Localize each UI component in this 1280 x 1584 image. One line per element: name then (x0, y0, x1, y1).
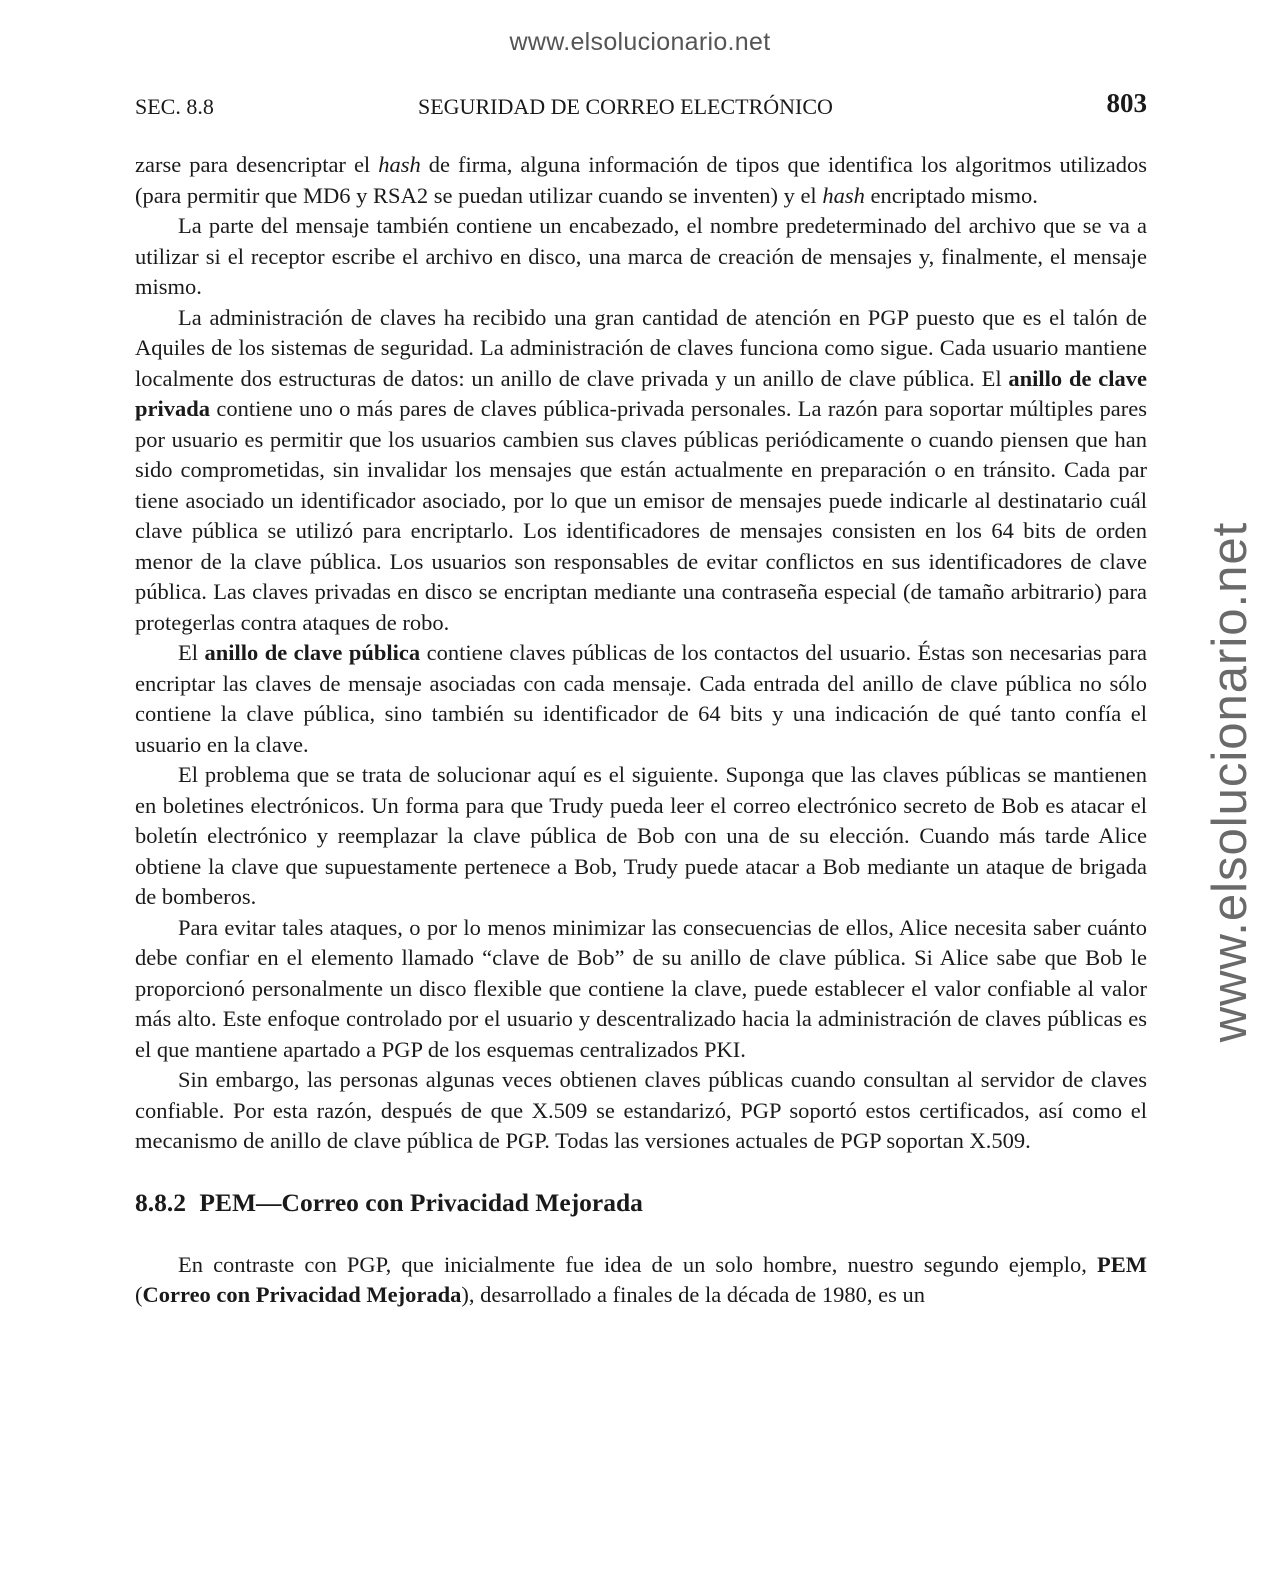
watermark-top: www.elsolucionario.net (509, 28, 771, 56)
section-number: 8.8.2 (135, 1187, 186, 1217)
paragraph-8 (135, 1250, 1147, 1311)
watermark-side: www.elsolucionario.net (1203, 521, 1257, 1043)
paragraph-6: Para evitar tales ataques, o por lo menos minimizar las consecuencias de ellos, Alice necesita saber cuánto debe confiar en el elemento llamado “clave de Bob” de su anillo de clave pública. Si Alice sabe que Bob le proporcionó personalmente un disco flexible que contiene la clave, puede establecer el valor confiable al valor más alto. Este enfoque controlado por el usuario y descentralizado hacia la administración de claves públicas es el que mantiene apartado a PGP de los esquemas centralizados PKI. (135, 914, 1147, 1062)
section-heading (135, 1186, 1147, 1220)
term-pem: PEM (1097, 1251, 1147, 1277)
paragraph-4-text-a: El (178, 640, 205, 665)
paragraph-1-text-a: zarse para desencriptar el (135, 152, 379, 177)
paragraph-2: La parte del mensaje también contiene un encabezado, el nombre predeterminado del archivo que se va a utilizar si el receptor escribe el archivo en disco, una marca de creación de mensajes y, finalmente, el mensaje mismo. (135, 213, 1147, 299)
term-private-keyring: anillo de clave privada (135, 365, 1147, 421)
page-number: 803 (1106, 88, 1147, 118)
term-pem-expansion: Correo con Privacidad Mejorada (142, 1282, 462, 1307)
paragraph-4-text-b: contiene claves públicas de los contactos del usuario. Éstas son necesarias para encriptar las claves de mensaje asociadas con cada mensaje. Cada entrada del anillo de clave pública no sólo contiene la clave pública, sino también su identificador de 64 bits y una indicación de qué tanto confía el usuario en la clave. (135, 640, 1147, 757)
paragraph-1-hash-term-a: hash (378, 152, 421, 177)
chapter-running-title: SEGURIDAD DE CORREO ELECTRÓNICO (418, 94, 833, 119)
section-label: SEC. 8.8 (135, 94, 214, 119)
paragraph-3-text-a: La administración de claves ha recibido una gran cantidad de atención en PGP puesto que es el talón de Aquiles de los sistemas de seguridad. La administración de claves funciona como sigue. Cada usuario mantiene localmente dos estructuras de datos: un anillo de clave privada y un anillo de clave pública. El (135, 304, 1147, 391)
paragraph-4 (135, 638, 1147, 760)
paragraph-8-text-d: desarrollado a finales de la década de 1980, es un (474, 1282, 925, 1307)
paragraph-3-text-b: contiene uno o más pares de claves pública-privada personales. La razón para soportar múltiples pares por usuario es permitir que los usuarios cambien sus claves públicas periódicamente o cuando piensen que han sido comprometidas, sin invalidar los mensajes que están actualmente en preparación o en tránsito. Cada par tiene asociado un identificador asociado, por lo que un emisor de mensajes puede indicarle al destinatario cuál clave pública se utilizó para encriptarlo. Los identificadores de mensajes consisten en los 64 bits de orden menor de la clave pública. Los usuarios son responsables de evitar conflictos en sus identificadores de clave pública. Las claves privadas en disco se encriptan mediante una contraseña especial (de tamaño arbitrario) para protegerlas contra ataques de robo. (135, 396, 1147, 635)
paragraph-5: El problema que se trata de solucionar aquí es el siguiente. Suponga que las claves públicas se mantienen en boletines electrónicos. Un forma para que Trudy pueda leer el correo electrónico secreto de Bob es atacar el boletín electrónico y reemplazar la clave pública de Bob con una de su elección. Cuando más tarde Alice obtiene la clave que supuestamente pertenece a Bob, Trudy puede atacar a Bob mediante un ataque de brigada de bomberos. (135, 762, 1147, 909)
paragraph-1 (135, 150, 1147, 211)
term-public-keyring: anillo de clave pública (204, 640, 421, 665)
paragraph-1-text-b: de firma, alguna información de tipos que identifica los algoritmos utilizados (para permitir que MD6 y RSA2 se puedan utilizar cuando se inventen) y el (135, 152, 1147, 208)
paragraph-8-text-a: En contraste con PGP, que inicialmente fue idea de un solo hombre, nuestro segundo ejemplo, (178, 1251, 1097, 1277)
paragraph-7: Sin embargo, las personas algunas veces obtienen claves públicas cuando consultan al servidor de claves confiable. Por esta razón, después de que X.509 se estandarizó, PGP soportó estos certificados, así como el mecanismo de anillo de clave pública de PGP. Todas las versiones actuales de PGP soportan X.509. (135, 1067, 1147, 1153)
paragraph-8-text-b: ( (135, 1282, 143, 1307)
running-head (135, 88, 1147, 124)
paragraph-8-text-c: ), (461, 1282, 475, 1307)
page-body (135, 150, 1147, 1311)
section-title: PEM—Correo con Privacidad Mejorada (199, 1187, 643, 1217)
paragraph-1-hash-term-b: hash (822, 182, 865, 208)
paragraph-1-text-c: encriptado mismo. (864, 182, 1038, 208)
paragraph-3 (135, 303, 1147, 639)
